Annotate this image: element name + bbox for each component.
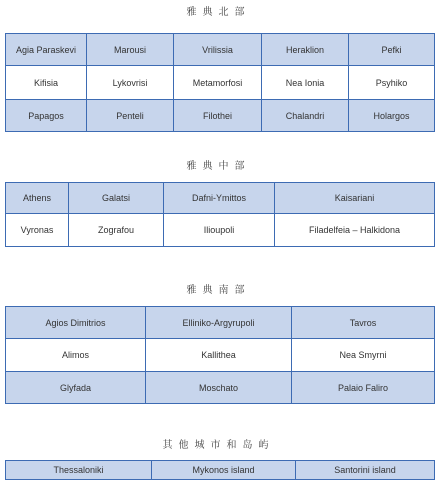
table-cell: Mykonos island bbox=[152, 461, 296, 480]
table-cell: Vyronas bbox=[6, 214, 69, 247]
table-cell: Tavros bbox=[292, 307, 435, 339]
section-heading-south: 雅典南部 bbox=[186, 285, 251, 296]
table-cell: Santorini island bbox=[296, 461, 435, 480]
table-cell: Elliniko-Argyrupoli bbox=[146, 307, 292, 339]
table-cell: Vrilissia bbox=[174, 34, 262, 66]
table-cell: Heraklion bbox=[262, 34, 349, 66]
table-cell: Papagos bbox=[6, 100, 87, 132]
table-cell: Marousi bbox=[87, 34, 174, 66]
table-central bbox=[5, 182, 435, 247]
table-cell: Moschato bbox=[146, 372, 292, 404]
table-row bbox=[6, 100, 435, 132]
table-cell: Palaio Faliro bbox=[292, 372, 435, 404]
table-row bbox=[6, 214, 435, 247]
table-cell: Dafni-Ymittos bbox=[164, 183, 275, 214]
table-cell: Zografou bbox=[69, 214, 164, 247]
table-row bbox=[6, 183, 435, 214]
table-cell: Filadelfeia – Halkidona bbox=[275, 214, 435, 247]
table-cell: Holargos bbox=[349, 100, 435, 132]
table-south bbox=[5, 306, 435, 404]
table-row bbox=[6, 66, 435, 100]
table-cell: Agia Paraskevi bbox=[6, 34, 87, 66]
table-north bbox=[5, 33, 435, 132]
section-heading-central: 雅典中部 bbox=[186, 161, 251, 172]
table-cell: Alimos bbox=[6, 339, 146, 372]
section-heading-north: 雅典北部 bbox=[186, 7, 251, 18]
table-cell: Galatsi bbox=[69, 183, 164, 214]
table-cell: Metamorfosi bbox=[174, 66, 262, 100]
table-cell: Ilioupoli bbox=[164, 214, 275, 247]
table-row bbox=[6, 461, 435, 480]
table-cell: Psyhiko bbox=[349, 66, 435, 100]
table-cell: Agios Dimitrios bbox=[6, 307, 146, 339]
table-row bbox=[6, 339, 435, 372]
table-cell: Filothei bbox=[174, 100, 262, 132]
table-cell: Kallithea bbox=[146, 339, 292, 372]
table-cell: Nea Ionia bbox=[262, 66, 349, 100]
table-row bbox=[6, 372, 435, 404]
table-cell: Penteli bbox=[87, 100, 174, 132]
table-row bbox=[6, 307, 435, 339]
table-other bbox=[5, 460, 435, 480]
table-cell: Lykovrisi bbox=[87, 66, 174, 100]
table-row bbox=[6, 34, 435, 66]
table-cell: Chalandri bbox=[262, 100, 349, 132]
table-cell: Pefki bbox=[349, 34, 435, 66]
section-heading-other: 其他城市和岛屿 bbox=[162, 440, 275, 451]
table-cell: Kifisia bbox=[6, 66, 87, 100]
table-cell: Athens bbox=[6, 183, 69, 214]
table-cell: Glyfada bbox=[6, 372, 146, 404]
table-cell: Kaisariani bbox=[275, 183, 435, 214]
table-cell: Thessaloniki bbox=[6, 461, 152, 480]
table-cell: Nea Smyrni bbox=[292, 339, 435, 372]
